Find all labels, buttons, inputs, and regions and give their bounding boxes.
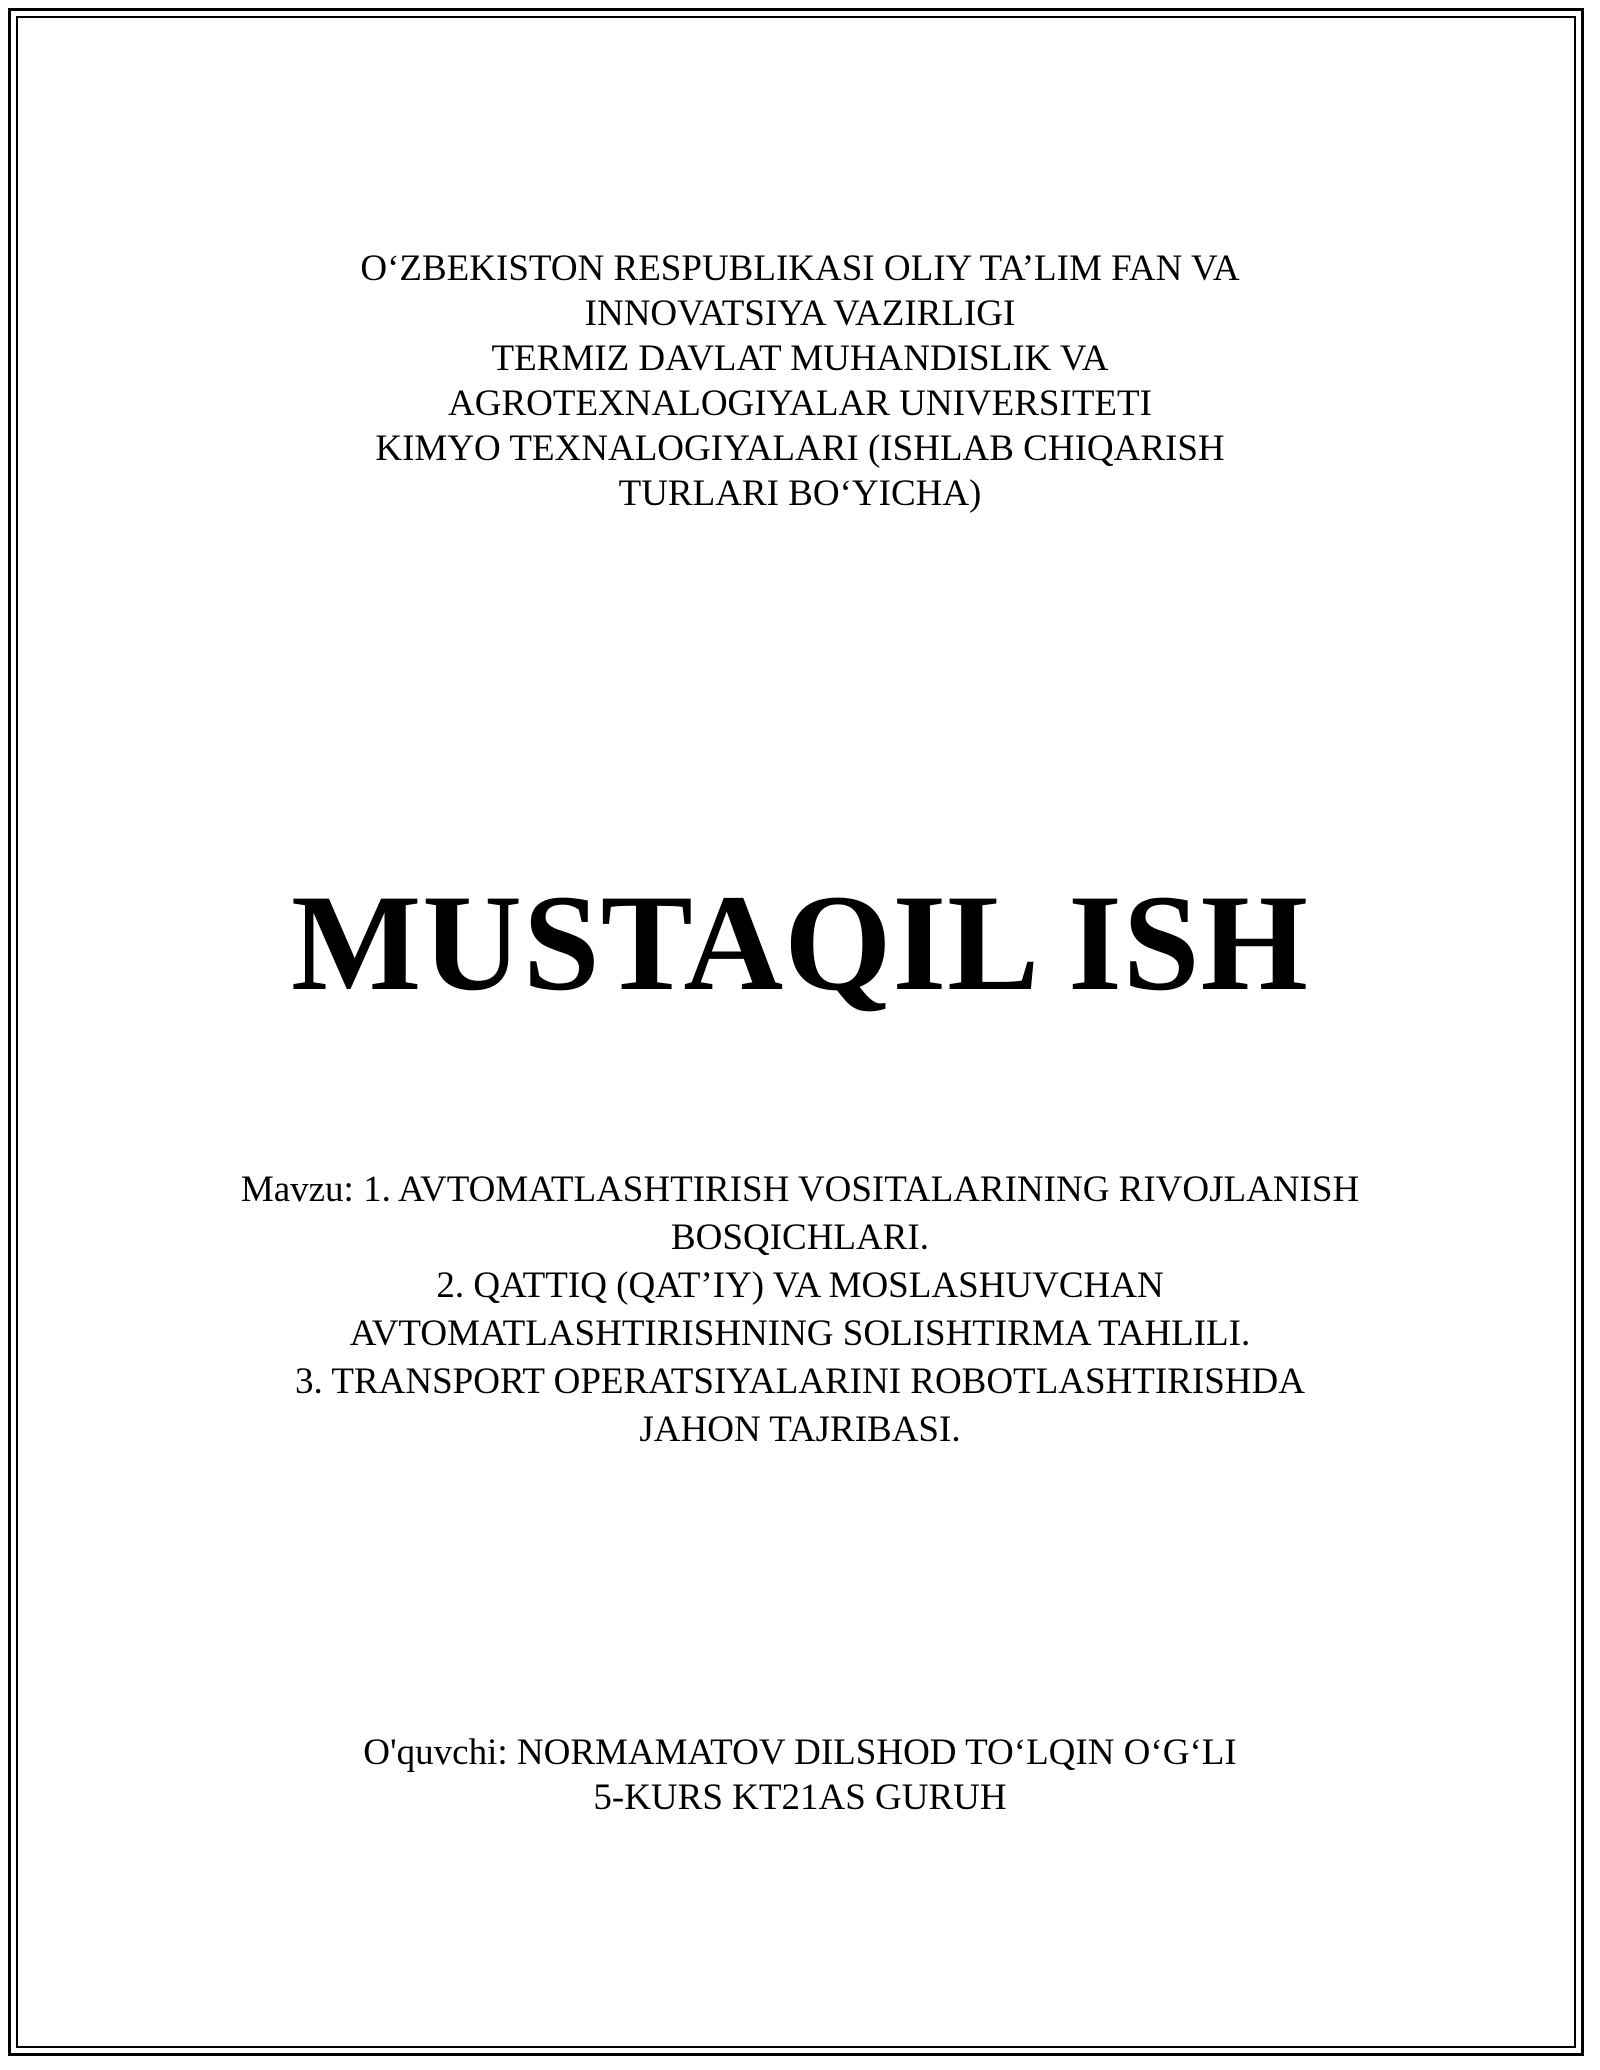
student-name: O'quvchi: NORMAMATOV DILSHOD TO‘LQIN O‘G‘LI	[363, 1732, 1237, 1773]
header-line: TERMIZ DAVLAT MUHANDISLIK VA	[491, 338, 1109, 379]
header-line: KIMYO TEXNALOGIYALARI (ISHLAB CHIQARISH	[375, 428, 1225, 469]
header-line: O‘ZBEKISTON RESPUBLIKASI OLIY TA’LIM FAN VA	[360, 248, 1240, 289]
header-line: INNOVATSIYA VAZIRLIGI	[584, 293, 1016, 334]
topic-line: JAHON TAJRIBASI.	[639, 1409, 961, 1450]
header-line: AGROTEXNALOGIYALAR UNIVERSITETI	[448, 383, 1152, 424]
topic-line: 3. TRANSPORT OPERATSIYALARINI ROBOTLASHTIRISHDA	[295, 1361, 1305, 1402]
topic-line: 2. QATTIQ (QAT’IY) VA MOSLASHUVCHAN	[436, 1265, 1164, 1306]
topic-section	[0, 1166, 1600, 1454]
topic-line: Mavzu: 1. AVTOMATLASHTIRISH VOSITALARINING RIVOJLANISH	[240, 1169, 1360, 1210]
topic-line: AVTOMATLASHTIRISHNING SOLISHTIRMA TAHLILI.	[349, 1313, 1251, 1354]
student-group: 5-KURS KT21AS GURUH	[593, 1777, 1007, 1818]
institution-header	[0, 246, 1600, 516]
document-title: MUSTAQIL ISH	[291, 866, 1309, 1019]
student-info	[0, 1730, 1600, 1820]
header-line: TURLARI BO‘YICHA)	[618, 473, 982, 514]
topic-line: BOSQICHLARI.	[671, 1217, 929, 1258]
